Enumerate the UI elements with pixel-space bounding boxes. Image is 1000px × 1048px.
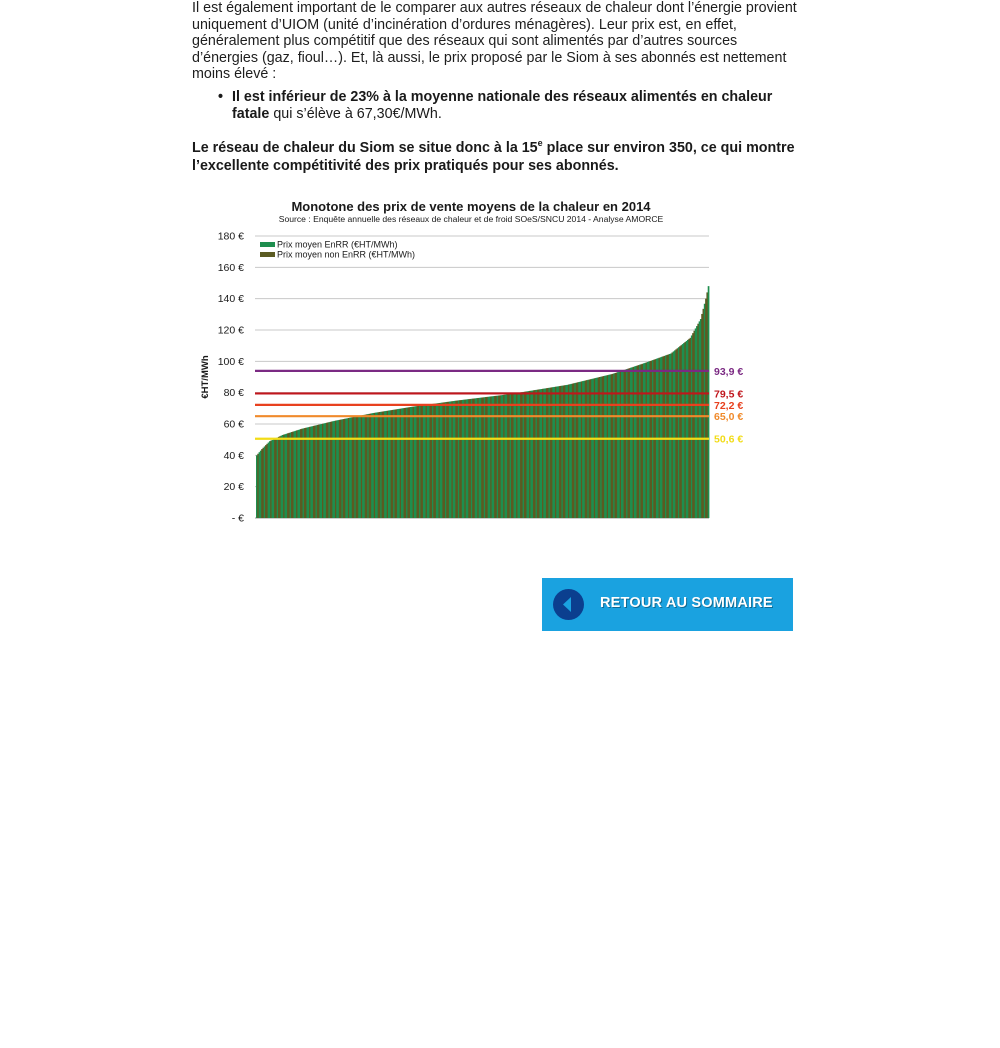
y-tick-label: 80 € xyxy=(223,387,244,400)
y-tick-label: 20 € xyxy=(223,481,244,494)
bar xyxy=(708,286,710,518)
legend-label: Prix moyen EnRR (€HT/MWh) xyxy=(277,239,398,250)
y-tick-label: 40 € xyxy=(223,449,244,462)
price-monotone-chart xyxy=(192,190,762,530)
y-tick-label: 180 € xyxy=(217,230,244,243)
y-tick-label: 140 € xyxy=(217,293,244,306)
chart-subtitle: Source : Enquête annuelle des réseaux de chaleur et de froid SOeS/SNCU 2014 - Analyse AMORCE xyxy=(278,214,664,224)
chart-title: Monotone des prix de vente moyens de la chaleur en 2014 xyxy=(291,199,651,214)
chart-bars xyxy=(256,286,709,518)
y-tick-label: 160 € xyxy=(217,261,244,274)
reference-line-label: 65,0 € xyxy=(714,411,744,424)
y-axis-label: €HT/MWh xyxy=(200,355,211,399)
legend-swatch xyxy=(260,242,275,247)
y-axis-ticks xyxy=(218,231,244,525)
bullet-rest-text: qui s’élève à 67,30€/MWh. xyxy=(269,105,442,122)
y-tick-label: 100 € xyxy=(217,355,244,368)
legend-label: Prix moyen non EnRR (€HT/MWh) xyxy=(277,249,416,260)
article-body xyxy=(192,0,802,175)
legend-swatch xyxy=(260,252,275,257)
reference-line-label: 50,6 € xyxy=(714,433,744,446)
conclusion-part-a: Le réseau de chaleur du Siom se situe donc à la 15 xyxy=(192,139,538,156)
bullet-bold-text: Il est inférieur de 23% à la moyenne nationale des réseaux alimentés en chaleur fatale xyxy=(232,88,773,122)
reference-line-label: 72,2 € xyxy=(714,399,744,412)
back-arrow-icon xyxy=(553,589,584,620)
bullet-item xyxy=(218,89,802,122)
y-tick-label: 120 € xyxy=(217,324,244,337)
conclusion-superscript: e xyxy=(537,138,543,149)
conclusion-part-b: place sur environ 350, ce qui montre l’excellente compétitivité des prix pratiqués pour ses abonnés. xyxy=(192,139,795,174)
back-button-label: RETOUR AU SOMMAIRE xyxy=(600,595,773,611)
y-tick-label: - € xyxy=(231,512,244,525)
reference-line-label: 93,9 € xyxy=(714,365,744,378)
bullet-dot: • xyxy=(218,88,224,105)
back-to-summary-button[interactable] xyxy=(542,578,793,631)
y-tick-label: 60 € xyxy=(223,418,244,431)
conclusion-paragraph xyxy=(192,134,802,175)
intro-paragraph: Il est également important de le comparer aux autres réseaux de chaleur dont l’énergie provient uniquement d’UIOM (unité d’incinération d’ordures ménagères). Leur prix est, en effet, généralement plus compétitif que des réseaux qui sont alimentés par d’autres sources d’énergies (gaz, fioul…). Et, là aussi, le prix proposé par le Siom à ses abonnés est nettement moins élevé : xyxy=(192,0,797,83)
reference-line-label: 79,5 € xyxy=(714,388,744,401)
chart-legend xyxy=(260,240,415,260)
